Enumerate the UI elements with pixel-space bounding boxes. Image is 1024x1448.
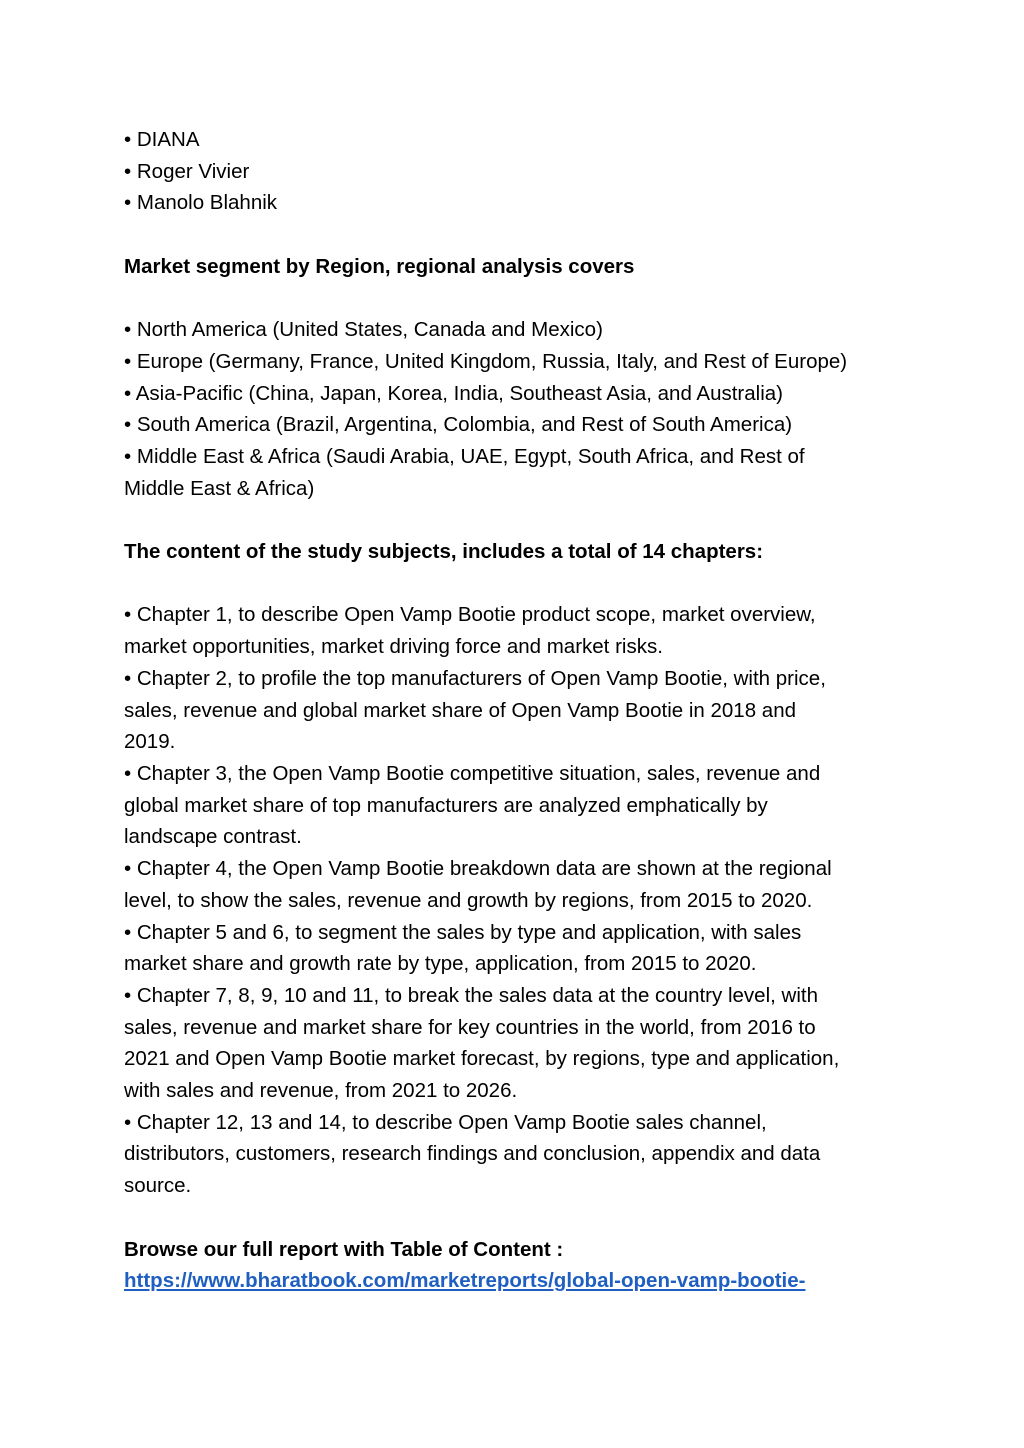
list-item: global market share of top manufacturers are analyzed emphatically by bbox=[124, 793, 768, 817]
spacer bbox=[124, 504, 914, 536]
manufacturer-list bbox=[124, 124, 914, 219]
spacer bbox=[124, 568, 914, 600]
region-list bbox=[124, 314, 914, 504]
list-item: • Chapter 5 and 6, to segment the sales by type and application, with sales bbox=[124, 920, 802, 944]
list-item: market opportunities, market driving force and market risks. bbox=[124, 635, 663, 659]
list-item: 2019. bbox=[124, 730, 176, 754]
list-item: 2021 and Open Vamp Bootie market forecast, by regions, type and application, bbox=[124, 1047, 840, 1071]
list-item: • Manolo Blahnik bbox=[124, 191, 278, 215]
document-page bbox=[124, 124, 914, 1297]
spacer bbox=[124, 283, 914, 315]
chapters-heading: The content of the study subjects, includes a total of 14 chapters: bbox=[124, 540, 764, 564]
spacer bbox=[124, 1202, 914, 1234]
chapter-list bbox=[124, 599, 914, 1201]
list-item: distributors, customers, research findings and conclusion, appendix and data bbox=[124, 1142, 821, 1166]
list-item: • Chapter 3, the Open Vamp Bootie competitive situation, sales, revenue and bbox=[124, 762, 821, 785]
list-item: • South America (Brazil, Argentina, Colombia, and Rest of South America) bbox=[124, 413, 793, 437]
report-link[interactable]: https://www.bharatbook.com/marketreports/global-open-vamp-bootie- bbox=[124, 1269, 806, 1293]
browse-heading: Browse our full report with Table of Content : bbox=[124, 1237, 564, 1261]
list-item: • Europe (Germany, France, United Kingdom, Russia, Italy, and Rest of Europe) bbox=[124, 349, 848, 373]
list-item: • Middle East & Africa (Saudi Arabia, UAE, Egypt, South Africa, and Rest of bbox=[124, 445, 805, 468]
list-item: sales, revenue and market share for key countries in the world, from 2016 to bbox=[124, 1015, 816, 1039]
list-item: • Asia-Pacific (China, Japan, Korea, India, Southeast Asia, and Australia) bbox=[124, 381, 783, 405]
list-item: with sales and revenue, from 2021 to 2026. bbox=[124, 1079, 518, 1103]
list-item: sales, revenue and global market share of Open Vamp Bootie in 2018 and bbox=[124, 698, 796, 722]
spacer bbox=[124, 219, 914, 251]
list-item: level, to show the sales, revenue and growth by regions, from 2015 to 2020. bbox=[124, 888, 813, 912]
region-heading: Market segment by Region, regional analysis covers bbox=[124, 254, 635, 278]
list-item: landscape contrast. bbox=[124, 825, 302, 849]
list-item: • Roger Vivier bbox=[124, 159, 250, 183]
list-item: market share and growth rate by type, application, from 2015 to 2020. bbox=[124, 952, 757, 976]
list-item: • Chapter 7, 8, 9, 10 and 11, to break the sales data at the country level, with bbox=[124, 983, 818, 1007]
list-item: • Chapter 12, 13 and 14, to describe Open Vamp Bootie sales channel, bbox=[124, 1110, 767, 1134]
list-item: • Chapter 2, to profile the top manufacturers of Open Vamp Bootie, with price, bbox=[124, 666, 826, 690]
list-item: • Chapter 1, to describe Open Vamp Bootie product scope, market overview, bbox=[124, 603, 816, 627]
list-item: source. bbox=[124, 1174, 192, 1198]
list-item: • North America (United States, Canada and Mexico) bbox=[124, 318, 603, 342]
list-item: • DIANA bbox=[124, 128, 200, 151]
list-item: • Chapter 4, the Open Vamp Bootie breakdown data are shown at the regional bbox=[124, 857, 832, 881]
list-item: Middle East & Africa) bbox=[124, 476, 315, 500]
